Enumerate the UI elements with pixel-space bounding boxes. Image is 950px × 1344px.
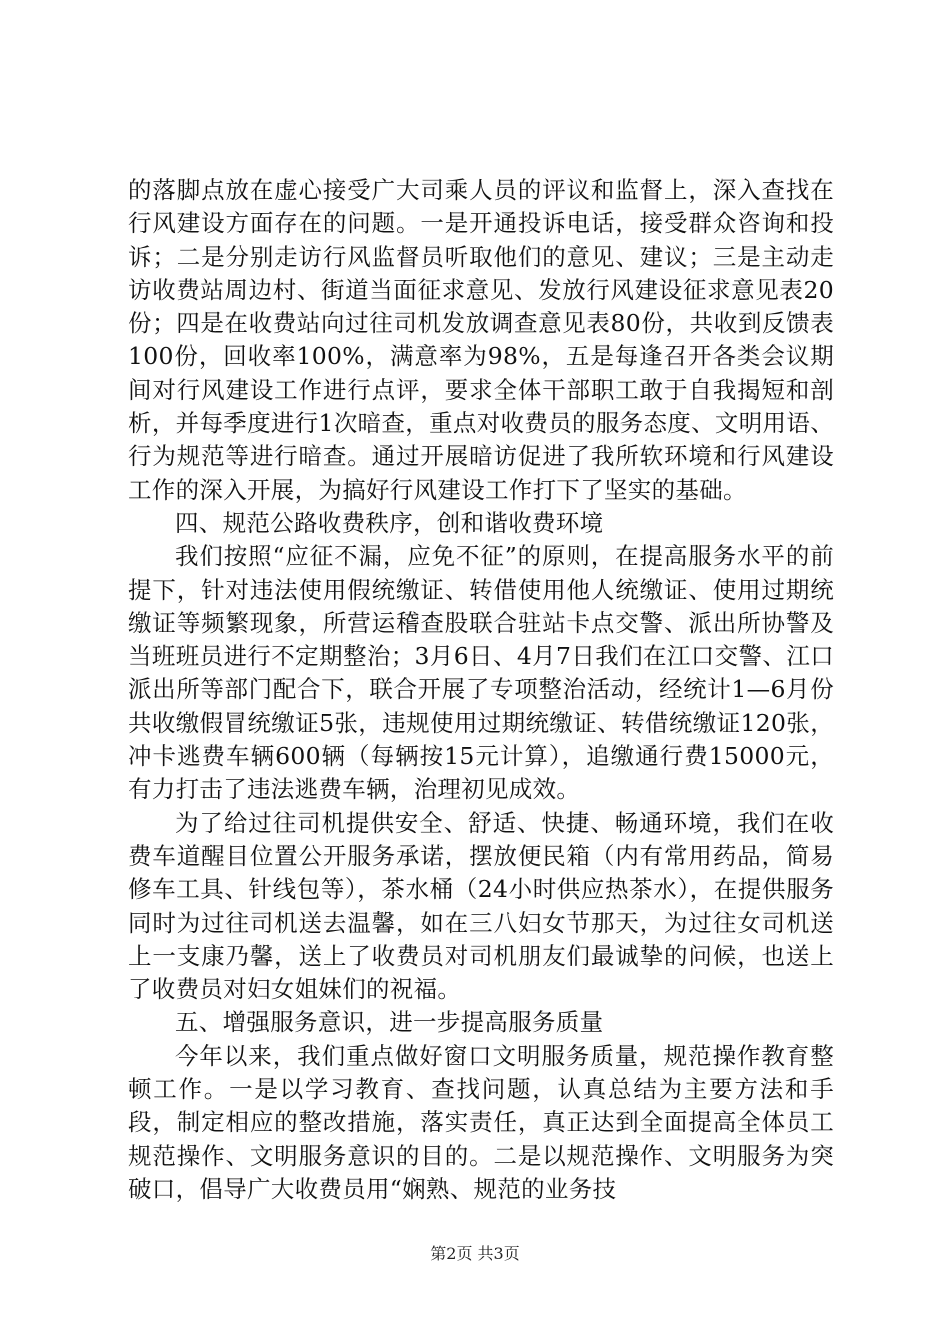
document-body xyxy=(128,174,834,1206)
page-number-label: 第2页 共3页 xyxy=(430,1244,520,1263)
section-heading-5: 五、增强服务意识，进一步提高服务质量 xyxy=(175,1008,604,1037)
paragraph-1: 的落脚点放在虚心接受广大司乘人员的评议和监督上，深入查找在行风建设方面存在的问题。一是开通投诉电话，接受群众咨询和投诉；二是分别走访行风监督员听取他们的意见、建议；三是主动走访收费站周边村、街道当面征求意见、发放行风建设征求意见表20份；四是在收费站向过往司机发放调查意见表80份，共收到反馈表100份，回收率100%，满意率为98%，五是每逢召开各类会议期间对行风建设工作进行点评，要求全体干部职工敢于自我揭短和剖析，并每季度进行1次暗查，重点对收费员的服务态度、文明用语、行为规范等进行暗查。通过开展暗访促进了我所软环境和行风建设工作的深入开展，为搞好行风建设工作打下了坚实的基础。 xyxy=(128,176,834,504)
page-footer xyxy=(0,1244,950,1264)
paragraph-2: 我们按照“应征不漏，应免不征”的原则，在提高服务水平的前提下，针对违法使用假统缴证、转借使用他人统缴证、使用过期统缴证等频繁现象，所营运稽查股联合驻站卡点交警、派出所协警及当班班员进行不定期整治；3月6日、4月7日我们在江口交警、江口派出所等部门配合下，联合开展了专项整治活动，经统计1—6月份共收缴假冒统缴证5张，违规使用过期统缴证、转借统缴证120张，冲卡逃费车辆600辆（每辆按15元计算），追缴通行费15000元，有力打击了违法逃费车辆，治理初见成效。 xyxy=(128,542,834,804)
paragraph-3: 为了给过往司机提供安全、舒适、快捷、畅通环境，我们在收费车道醒目位置公开服务承诺，摆放便民箱（内有常用药品，简易修车工具、针线包等），茶水桶（24小时供应热茶水），在提供服务同时为过往司机送去温馨，如在三八妇女节那天，为过往女司机送上一支康乃馨，送上了收费员对司机朋友们最诚挚的问候，也送上了收费员对妇女姐妹们的祝福。 xyxy=(128,808,834,1004)
paragraph-4: 今年以来，我们重点做好窗口文明服务质量，规范操作教育整顿工作。一是以学习教育、查找问题，认真总结为主要方法和手段，制定相应的整改措施，落实责任，真正达到全面提高全体员工规范操作、文明服务意识的目的。二是以规范操作、文明服务为突破口，倡导广大收费员用“娴熟、规范的业务技 xyxy=(128,1041,834,1203)
section-heading-4: 四、规范公路收费秩序，创和谐收费环境 xyxy=(175,508,604,537)
